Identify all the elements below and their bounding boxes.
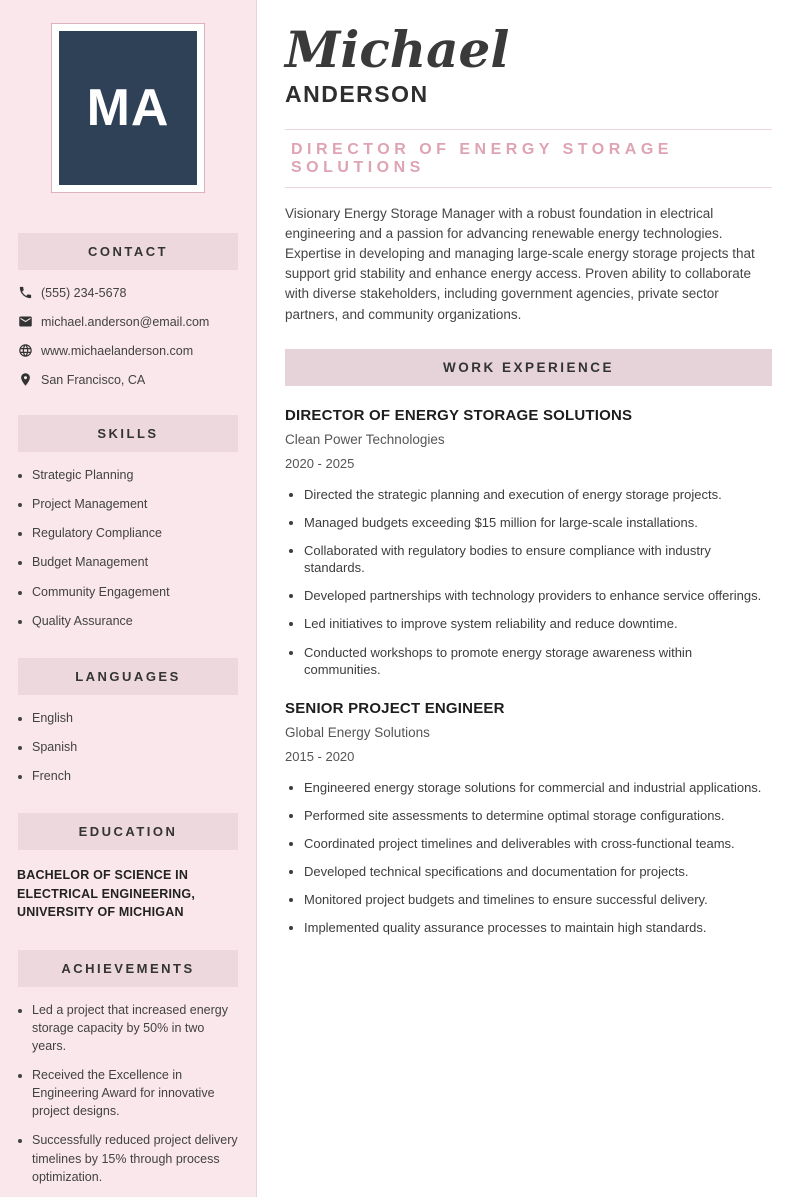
globe-icon xyxy=(18,343,33,358)
education-degree: BACHELOR OF SCIENCE IN ELECTRICAL ENGINEERING, UNIVERSITY OF MICHIGAN xyxy=(17,868,195,920)
monogram-frame xyxy=(51,23,205,193)
job-bullet: • Directed the strategic planning and execution of energy storage projects. xyxy=(304,486,772,504)
work-experience-header: WORK EXPERIENCE xyxy=(285,349,772,386)
role-title: DIRECTOR OF ENERGY STORAGE SOLUTIONS xyxy=(291,140,673,176)
job-bullet: • Developed technical specifications and documentation for projects. xyxy=(304,863,772,881)
job-dates: 2015 - 2020 xyxy=(285,748,355,764)
job-entry xyxy=(285,700,772,937)
job-title: SENIOR PROJECT ENGINEER xyxy=(285,699,505,717)
monogram-box xyxy=(59,31,197,185)
job-bullet: • Coordinated project timelines and deliverables with cross-functional teams. xyxy=(304,835,772,853)
contact-row xyxy=(18,372,238,387)
skills-section-header: SKILLS xyxy=(18,415,238,452)
contact-list xyxy=(0,270,256,387)
languages-section-header: LANGUAGES xyxy=(18,658,238,695)
achievement-item: • Led a project that increased energy storage capacity by 50% in two years. xyxy=(32,1001,238,1055)
job-bullet: • Implemented quality assurance processes to maintain high standards. xyxy=(304,919,772,937)
contact-row xyxy=(18,314,238,329)
achievement-item: • Received the Excellence in Engineering Award for innovative project designs. xyxy=(32,1066,238,1120)
language-item: • Spanish xyxy=(32,738,238,756)
job-entry xyxy=(285,407,772,679)
job-bullet: • Monitored project budgets and timelines to ensure successful delivery. xyxy=(304,891,772,909)
contact-text: michael.anderson@email.com xyxy=(41,314,210,329)
phone-icon xyxy=(18,285,33,300)
education-section-header: EDUCATION xyxy=(18,813,238,850)
achievement-item: • Successfully reduced project delivery timelines by 15% through process optimization. xyxy=(32,1131,238,1185)
job-dates: 2020 - 2025 xyxy=(285,455,355,471)
monogram-initials: MA xyxy=(86,79,170,137)
skill-item: • Strategic Planning xyxy=(32,466,238,484)
first-name: Michael xyxy=(285,20,510,79)
sidebar xyxy=(0,0,257,1197)
contact-section-header: CONTACT xyxy=(18,233,238,270)
job-bullet: • Conducted workshops to promote energy storage awareness within communities. xyxy=(304,644,772,679)
achievements-section-header: ACHIEVEMENTS xyxy=(18,950,238,987)
skill-item: • Community Engagement xyxy=(32,583,238,601)
job-company: Clean Power Technologies xyxy=(285,431,445,447)
job-bullet: • Engineered energy storage solutions for commercial and industrial applications. xyxy=(304,779,772,797)
skill-item: • Quality Assurance xyxy=(32,612,238,630)
achievements-list xyxy=(0,987,256,1186)
job-bullet: • Developed partnerships with technology providers to enhance service offerings. xyxy=(304,587,772,605)
contact-text: www.michaelanderson.com xyxy=(41,343,194,358)
email-icon xyxy=(18,314,33,329)
divider-bottom xyxy=(285,187,772,188)
contact-text: San Francisco, CA xyxy=(41,372,146,387)
contact-row xyxy=(18,343,238,358)
location-icon xyxy=(18,372,33,387)
job-bullet: • Led initiatives to improve system reliability and reduce downtime. xyxy=(304,615,772,633)
profile-summary: Visionary Energy Storage Manager with a robust foundation in electrical engineering and a passion for advancing renewable energy technologies. Expertise in developing and managing large-scale energy storage projects that support grid stability and enhance energy access. Proven ability to collaborate with diverse stakeholders, including government agencies, private sector partners, and community organizations. xyxy=(285,205,755,322)
job-company: Global Energy Solutions xyxy=(285,724,430,740)
job-bullet: • Performed site assessments to determine optimal storage configurations. xyxy=(304,807,772,825)
languages-list xyxy=(0,695,256,785)
jobs-container xyxy=(285,407,772,937)
language-item: • French xyxy=(32,767,238,785)
job-bullets xyxy=(285,486,772,679)
job-bullet: • Managed budgets exceeding $15 million for large-scale installations. xyxy=(304,514,772,532)
skill-item: • Project Management xyxy=(32,495,238,513)
job-bullet: • Collaborated with regulatory bodies to ensure compliance with industry standards. xyxy=(304,542,772,577)
last-name: ANDERSON xyxy=(285,80,429,107)
skill-item: • Regulatory Compliance xyxy=(32,524,238,542)
job-bullets xyxy=(285,779,772,937)
main-column xyxy=(257,0,800,1197)
skills-list xyxy=(0,452,256,630)
language-item: • English xyxy=(32,709,238,727)
contact-text: (555) 234-5678 xyxy=(41,285,127,300)
skill-item: • Budget Management xyxy=(32,553,238,571)
contact-row xyxy=(18,285,238,300)
job-title: DIRECTOR OF ENERGY STORAGE SOLUTIONS xyxy=(285,406,633,424)
